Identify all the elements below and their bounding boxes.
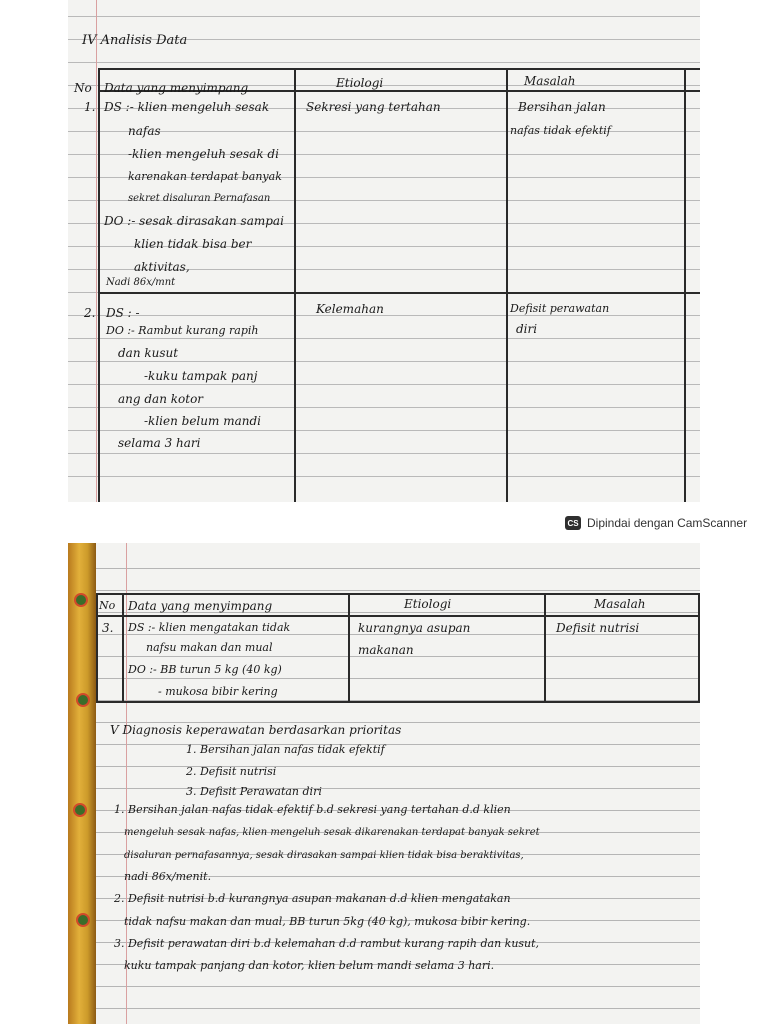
col-border [684, 68, 686, 502]
camscanner-watermark [565, 512, 747, 534]
data-line: dan kusut [118, 346, 179, 360]
table-border-top [98, 68, 700, 70]
diagnosis-heading: V Diagnosis keperawatan berdasarkan prioritas [110, 723, 402, 737]
margin-line [96, 0, 97, 502]
col-border [348, 593, 350, 703]
header-no: No [99, 599, 116, 612]
table-border-bottom [96, 701, 700, 703]
flower-decoration [76, 913, 90, 927]
data-line: karenakan terdapat banyak [128, 170, 282, 183]
col-border [506, 68, 508, 502]
data-line: klien tidak bisa ber [134, 237, 252, 251]
header-etiologi: Etiologi [404, 597, 452, 611]
header-rule [96, 615, 700, 617]
data-line: -klien mengeluh sesak di [128, 147, 279, 161]
header-data: Data yang menyimpang [128, 599, 273, 613]
row-no: 1. [84, 100, 96, 114]
data-line: nafas [128, 124, 161, 138]
etiologi-text: Sekresi yang tertahan [306, 100, 441, 114]
row-no: 2. [84, 306, 96, 320]
flower-decoration [74, 593, 88, 607]
diagnosis-line: 1. Bersihan jalan nafas tidak efektif b.d sekresi yang tertahan d.d klien [114, 803, 511, 816]
masalah-line: diri [516, 322, 538, 336]
etiologi-line: kurangnya asupan [358, 621, 471, 635]
data-line: DS : - [106, 306, 140, 320]
data-line: aktivitas, [134, 260, 190, 274]
diagnosis-line: nadi 86x/menit. [124, 870, 212, 883]
notebook-page-2 [68, 543, 700, 1024]
data-line: Nadi 86x/mnt [106, 277, 176, 288]
etiologi-line: makanan [358, 643, 414, 657]
diagnosis-line: kuku tampak panjang dan kotor, klien belum mandi selama 3 hari. [124, 959, 495, 972]
data-line: DO :- BB turun 5 kg (40 kg) [128, 663, 282, 676]
priority-item: 1. Bersihan jalan nafas tidak efektif [186, 743, 385, 756]
masalah-line: nafas tidak efektif [510, 124, 611, 137]
priority-item: 3. Defisit Perawatan diri [186, 785, 322, 798]
col-border [98, 68, 100, 502]
col-border [96, 593, 98, 703]
data-line: DO :- sesak dirasakan sampai [104, 214, 284, 228]
col-border [544, 593, 546, 703]
row-divider [98, 292, 700, 294]
header-masalah: Masalah [524, 74, 576, 88]
priority-item: 2. Defisit nutrisi [186, 765, 277, 778]
camscanner-logo: CS [565, 516, 581, 530]
data-line: -klien belum mandi [144, 414, 261, 428]
data-line: -kuku tampak panj [144, 369, 258, 383]
camscanner-label: Dipindai dengan CamScanner [587, 516, 748, 530]
diagnosis-line: 2. Defisit nutrisi b.d kurangnya asupan makanan d.d klien mengatakan [114, 892, 511, 905]
diagnosis-line: disaluran pernafasannya, sesak dirasakan sampai klien tidak bisa beraktivitas, [124, 850, 524, 861]
data-line: DO :- Rambut kurang rapih [106, 324, 259, 337]
masalah-line: Bersihan jalan [518, 100, 606, 114]
flower-decoration [73, 803, 87, 817]
flower-decoration [76, 693, 90, 707]
col-border [122, 593, 124, 703]
diagnosis-line: mengeluh sesak nafas, klien mengeluh sesak dikarenakan terdapat banyak sekret [124, 827, 540, 838]
header-data: Data yang menyimpang [104, 81, 249, 95]
analysis-table-1 [74, 68, 700, 502]
masalah-line: Defisit perawatan [510, 302, 610, 315]
analysis-heading: IV Analisis Data [82, 33, 188, 48]
row-no: 3. [102, 621, 114, 635]
col-border [698, 593, 700, 703]
data-line: DS :- klien mengeluh sesak [104, 100, 270, 114]
analysis-table-2 [96, 593, 700, 703]
table-border-top [96, 593, 700, 595]
diagnosis-line: tidak nafsu makan dan mual, BB turun 5kg (40 kg), mukosa bibir kering. [124, 915, 531, 928]
data-line: selama 3 hari [118, 436, 201, 450]
col-border [294, 68, 296, 502]
notebook-spiral-edge [68, 543, 96, 1024]
notebook-page-1 [68, 0, 700, 502]
data-line: sekret disaluran Pernafasan [128, 193, 271, 204]
data-line: DS :- klien mengatakan tidak [128, 621, 291, 634]
header-no: No [74, 81, 92, 95]
data-line: nafsu makan dan mual [146, 641, 273, 654]
diagnosis-line: 3. Defisit perawatan diri b.d kelemahan d.d rambut kurang rapih dan kusut, [114, 937, 540, 950]
etiologi-text: Kelemahan [316, 302, 384, 316]
data-line: - mukosa bibir kering [158, 685, 278, 698]
header-etiologi: Etiologi [336, 76, 384, 90]
header-masalah: Masalah [594, 597, 646, 611]
data-line: ang dan kotor [118, 392, 204, 406]
masalah-text: Defisit nutrisi [556, 621, 640, 635]
